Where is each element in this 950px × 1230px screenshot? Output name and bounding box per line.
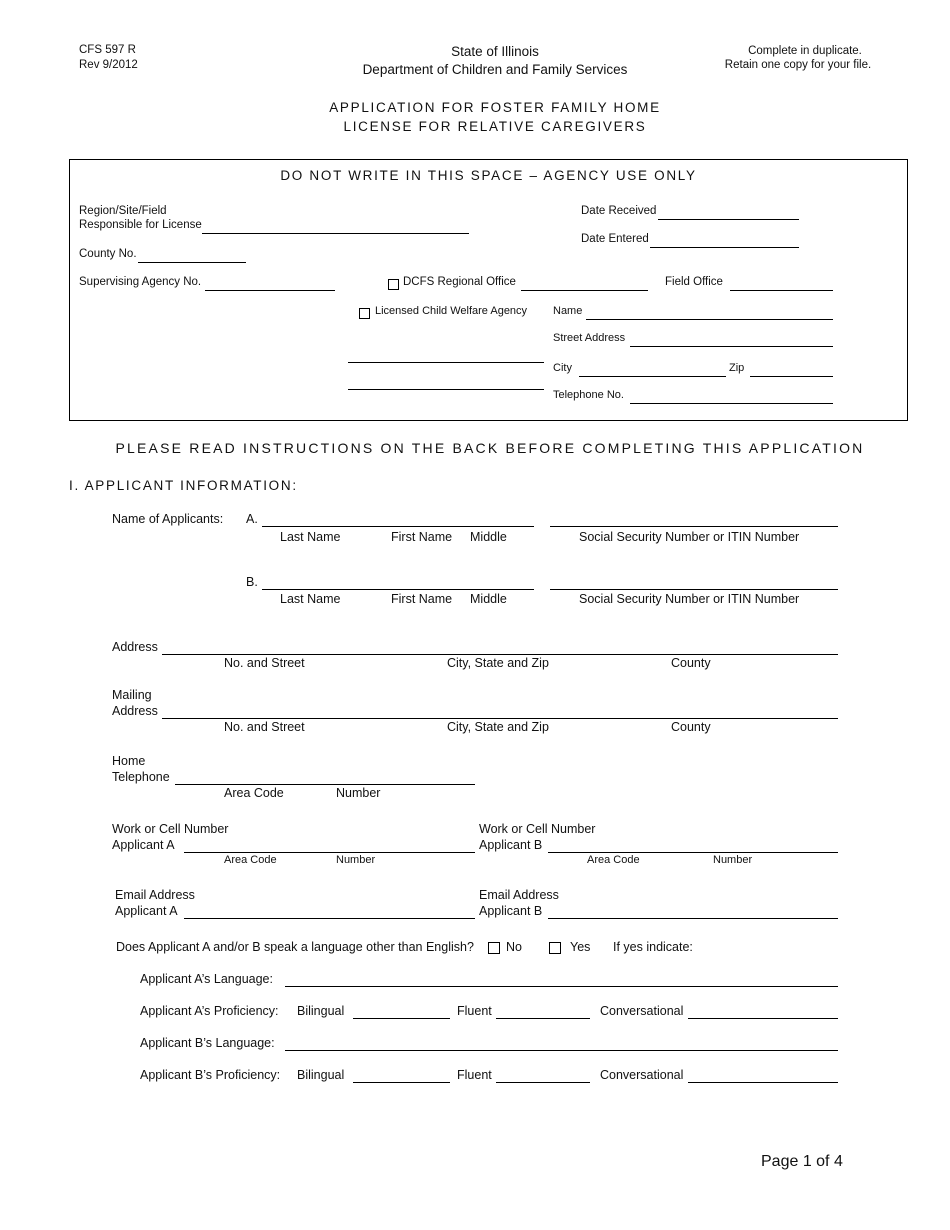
form-revision: Rev 9/2012 — [79, 59, 138, 71]
date-received-input[interactable] — [658, 205, 799, 220]
mailing-county-caption: County — [671, 720, 711, 734]
a-fluent-label: Fluent — [457, 1004, 492, 1018]
b-fluent-label: Fluent — [457, 1068, 492, 1082]
b-bilingual-label: Bilingual — [297, 1068, 345, 1082]
agency-zip-input[interactable] — [750, 362, 833, 377]
b-conversational-label: Conversational — [600, 1068, 684, 1082]
mailing-label-line1: Mailing — [112, 688, 152, 702]
applicant-b-name-input[interactable] — [262, 575, 534, 590]
mailing-csz-caption: City, State and Zip — [447, 720, 549, 734]
form-title-line1: APPLICATION FOR FOSTER FAMILY HOME — [329, 100, 661, 115]
mailing-street-caption: No. and Street — [224, 720, 305, 734]
address-input[interactable] — [162, 640, 838, 655]
email-a-input[interactable] — [184, 904, 475, 919]
b-language-input[interactable] — [285, 1036, 838, 1051]
applicant-a-ssn-input[interactable] — [550, 512, 838, 527]
a-last-name-caption: Last Name — [280, 530, 341, 544]
mailing-address-input[interactable] — [162, 704, 838, 719]
field-office-label: Field Office — [665, 276, 723, 288]
work-a-number-caption: Number — [336, 854, 376, 866]
section-heading: I. APPLICANT INFORMATION: — [69, 478, 298, 493]
work-a-area-code-caption: Area Code — [224, 854, 277, 866]
county-no-label: County No. — [79, 248, 137, 260]
applicant-b-marker: B. — [246, 575, 258, 589]
address-street-caption: No. and Street — [224, 656, 305, 670]
address-csz-caption: City, State and Zip — [447, 656, 549, 670]
applicant-a-marker: A. — [246, 512, 258, 526]
supervising-agency-input[interactable] — [205, 276, 335, 291]
language-yes-checkbox[interactable] — [549, 942, 561, 954]
agency-name-label: Name — [553, 305, 583, 317]
work-cell-a-label-line2: Applicant A — [112, 838, 175, 852]
instructions-notice: PLEASE READ INSTRUCTIONS ON THE BACK BEFORE COMPLETING THIS APPLICATION — [115, 440, 865, 456]
applicant-b-ssn-input[interactable] — [550, 575, 838, 590]
language-yes-label: Yes — [570, 940, 591, 954]
a-conversational-label: Conversational — [600, 1004, 684, 1018]
a-language-label: Applicant A’s Language: — [140, 972, 273, 986]
retain-note: Retain one copy for your file. — [724, 59, 872, 71]
agency-box-heading: DO NOT WRITE IN THIS SPACE – AGENCY USE ONLY — [280, 168, 697, 183]
a-fluent-input[interactable] — [496, 1004, 590, 1019]
region-responsible-input[interactable] — [202, 219, 469, 234]
state-name: State of Illinois — [451, 44, 539, 59]
work-b-number-caption: Number — [713, 854, 753, 866]
b-proficiency-label: Applicant B’s Proficiency: — [140, 1068, 281, 1082]
home-label-line1: Home — [112, 754, 146, 768]
work-cell-a-label-line1: Work or Cell Number — [112, 822, 229, 836]
page-number: Page 1 of 4 — [761, 1153, 843, 1170]
b-last-name-caption: Last Name — [280, 592, 341, 606]
work-cell-b-input[interactable] — [548, 838, 838, 853]
dcfs-regional-office-input[interactable] — [521, 276, 648, 291]
cwa-extra-line-2[interactable] — [348, 375, 544, 390]
language-no-checkbox[interactable] — [488, 942, 500, 954]
a-bilingual-label: Bilingual — [297, 1004, 345, 1018]
if-yes-indicate-label: If yes indicate: — [613, 940, 693, 954]
b-conversational-input[interactable] — [688, 1068, 838, 1083]
work-cell-b-label-line2: Applicant B — [479, 838, 543, 852]
licensed-cwa-label: Licensed Child Welfare Agency — [375, 305, 528, 317]
language-no-label: No — [506, 940, 522, 954]
agency-telephone-label: Telephone No. — [553, 389, 624, 401]
b-ssn-caption: Social Security Number or ITIN Number — [579, 592, 800, 606]
agency-city-input[interactable] — [579, 362, 726, 377]
a-language-input[interactable] — [285, 972, 838, 987]
a-conversational-input[interactable] — [688, 1004, 838, 1019]
form-id: CFS 597 R — [79, 44, 136, 56]
field-office-input[interactable] — [730, 276, 833, 291]
home-area-code-caption: Area Code — [224, 786, 284, 800]
b-first-name-caption: First Name — [391, 592, 453, 606]
date-entered-input[interactable] — [650, 233, 799, 248]
region-label-line2: Responsible for License — [79, 219, 202, 231]
a-first-name-caption: First Name — [391, 530, 453, 544]
date-received-label: Date Received — [581, 205, 657, 217]
home-label-line2: Telephone — [112, 770, 170, 784]
department-name: Department of Children and Family Services — [362, 62, 628, 77]
agency-city-label: City — [553, 362, 572, 374]
b-language-label: Applicant B’s Language: — [140, 1036, 275, 1050]
address-label: Address — [112, 640, 158, 654]
b-middle-caption: Middle — [470, 592, 507, 606]
language-question: Does Applicant A and/or B speak a language other than English? — [116, 940, 474, 954]
work-cell-b-label-line1: Work or Cell Number — [479, 822, 596, 836]
agency-name-input[interactable] — [586, 305, 833, 320]
email-b-input[interactable] — [548, 904, 838, 919]
address-county-caption: County — [671, 656, 711, 670]
home-number-caption: Number — [336, 786, 381, 800]
work-b-area-code-caption: Area Code — [587, 854, 640, 866]
work-cell-a-input[interactable] — [184, 838, 475, 853]
region-label-line1: Region/Site/Field — [79, 205, 167, 217]
a-middle-caption: Middle — [470, 530, 507, 544]
date-entered-label: Date Entered — [581, 233, 649, 245]
a-proficiency-label: Applicant A’s Proficiency: — [140, 1004, 279, 1018]
b-fluent-input[interactable] — [496, 1068, 590, 1083]
agency-telephone-input[interactable] — [630, 389, 833, 404]
agency-street-input[interactable] — [630, 332, 833, 347]
home-telephone-input[interactable] — [175, 770, 475, 785]
duplicate-note: Complete in duplicate. — [748, 45, 862, 57]
form-title-line2: LICENSE FOR RELATIVE CAREGIVERS — [343, 119, 647, 134]
dcfs-regional-office-checkbox[interactable] — [388, 279, 399, 290]
licensed-cwa-checkbox[interactable] — [359, 308, 370, 319]
a-ssn-caption: Social Security Number or ITIN Number — [579, 530, 800, 544]
email-a-label-line1: Email Address — [115, 888, 195, 902]
dcfs-regional-office-label: DCFS Regional Office — [403, 276, 516, 288]
cwa-extra-line-1[interactable] — [348, 348, 544, 363]
mailing-label-line2: Address — [112, 704, 158, 718]
a-bilingual-input[interactable] — [353, 1004, 450, 1019]
b-bilingual-input[interactable] — [353, 1068, 450, 1083]
county-no-input[interactable] — [138, 248, 246, 263]
email-b-label-line1: Email Address — [479, 888, 559, 902]
email-b-label-line2: Applicant B — [479, 904, 543, 918]
agency-zip-label: Zip — [729, 362, 745, 374]
email-a-label-line2: Applicant A — [115, 904, 178, 918]
agency-street-label: Street Address — [553, 332, 626, 344]
name-of-applicants-label: Name of Applicants: — [112, 512, 224, 526]
supervising-agency-label: Supervising Agency No. — [79, 276, 202, 288]
applicant-a-name-input[interactable] — [262, 512, 534, 527]
